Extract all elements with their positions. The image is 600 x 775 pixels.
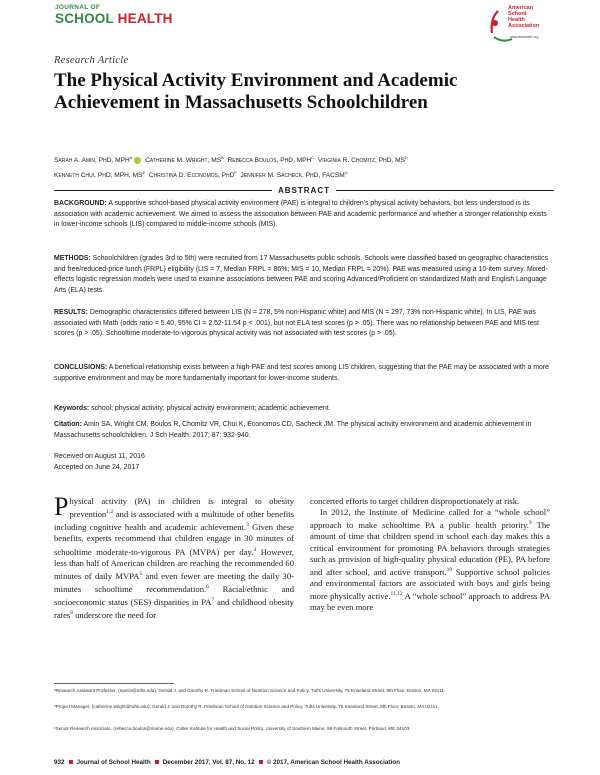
body-column-right: [310, 496, 550, 614]
author-affiliation: b: [221, 155, 224, 161]
author-name: Rebecca Boulos, PhD, MPH: [227, 157, 312, 165]
methods-text: Schoolchildren (grades 3rd to 5th) were recruited from 17 Massachusetts public schools. Schools were classified based on geographic characteristics and free/reduced-price lunch (FRPL) eligibility (LIS = 7, Median FRPL = 86%; MIS = 10, Median FRPL = 20%). PAE was measured using a 10-item survey. Mixed-effects logistic regression models were used to examine associations between PAE and scoring Advanced/Proficient on standardized Math and English Language Arts (ELA) tests.: [54, 255, 549, 294]
asha-line3: Health: [508, 17, 525, 23]
body-text: Given these benefits, experts recommend that children engage in 30 minutes of schooltime moderate-to-vigorous PA (MVPA) per day.: [54, 522, 294, 557]
accepted-date: Accepted on June 24, 2017: [54, 464, 140, 471]
abstract-results: [54, 308, 550, 340]
author-affiliation: g: [344, 170, 348, 177]
abstract-background: [54, 199, 550, 231]
body-text: The amount of time that children spend in school each day makes this a critical environment for promoting PA behaviors through strategies such as provision of high-quality physical education (PE), PA before and after school, and active transport.: [310, 520, 550, 577]
citation-ref[interactable]: 7: [211, 596, 215, 603]
author-name: Kenneth Chui, PhD, MPH, MS: [54, 172, 143, 180]
author-affiliation: d: [405, 155, 408, 161]
author-name: Virginia R. Chomitz, PhD, MS: [317, 157, 406, 165]
footer-journal: Journal of School Health: [76, 759, 151, 766]
background-text: A supportive school-based physical activity environment (PAE) is integral to children's physical activity behaviors, but less understood is its association with academic achievement. We aimed to assess the association between PAE and academic performance and whether a stronger relationship exists in lower-income schools (LIS) compared to middle-income schools (MIS).: [54, 200, 547, 228]
asha-line4: Association: [508, 23, 540, 29]
keywords-label: Keywords:: [54, 405, 90, 412]
citation-ref[interactable]: 9: [528, 520, 532, 527]
abstract-conclusions: [54, 363, 550, 384]
page-number: 932: [54, 759, 65, 766]
author-affiliation: c: [311, 155, 315, 161]
footer-copyright: © 2017, American School Health Association: [266, 759, 400, 766]
results-label: RESULTS:: [54, 309, 88, 316]
body-text: and childhood obesity rates: [54, 596, 294, 620]
citation-ref[interactable]: 8: [70, 609, 73, 616]
body-text: and is associated with a multitude of other benefits including cognitive health and academic achievement.: [54, 509, 294, 533]
journal-logo-word1: SCHOOL: [55, 11, 114, 26]
author-name: Jennifer M. Sacheck, PhD, FACSM: [240, 172, 345, 180]
methods-label: METHODS:: [54, 255, 91, 262]
author-list: [54, 152, 554, 182]
body-text: hysical activity (PA) in children is integral to obesity prevention: [69, 496, 294, 520]
page-footer: [54, 759, 554, 766]
footer-separator-icon: [69, 760, 73, 764]
author-affiliation: f: [234, 170, 237, 177]
body-paragraph: [310, 507, 550, 613]
body-text: Supportive school policies and environmental factors are associated with boys and girls being more physically active.: [310, 566, 550, 602]
abstract-heading-text: ABSTRACT: [272, 186, 336, 195]
journal-logo-small: JOURNAL OF: [55, 4, 101, 11]
citation-ref[interactable]: 10: [446, 567, 453, 574]
conclusions-text: A beneficial relationship exists between a high-PAE and test scores among LIS children, suggesting that the PAE may be associated with a more supportive environment and may be more fundamentally important for lower-income students.: [54, 364, 549, 382]
citation: [54, 420, 550, 441]
citation-label: Citation:: [54, 421, 82, 428]
author-name: Christina D. Economos, PhD: [148, 172, 235, 180]
received-date: Received on August 11, 2016: [54, 453, 145, 460]
body-paragraph: concerted efforts to target children disproportionately at risk.: [310, 496, 520, 506]
author-name: Sarah A. Amin, PhD, MPH: [54, 157, 130, 165]
citation-ref[interactable]: 5: [139, 570, 143, 577]
asha-line1: American: [508, 5, 534, 11]
results-text: Demographic characteristics differed between LIS (N = 278, 5% non-Hispanic white) and MIS (N = 297, 73% non-Hispanic white). In LIS, PAE was associated with Math (odds ratio = 5.40, 95% CI = 2.52-11.54 p < .001), but not ELA test scores (p > .05). There was no relationship between PAE and MIS test scores (p > .05). Schooltime moderate-to-vigorous physical activity was not associated with test scores (p > .05).: [54, 309, 539, 337]
footnote-rule: [54, 683, 174, 684]
abstract-methods: [54, 254, 550, 296]
author-line-1: [54, 152, 554, 167]
citation-ref[interactable]: 1,2: [106, 509, 114, 516]
footnote-c: ᶜSenior Research Associate, (rebecca.boulos@maine.edu), Cutler Institute for Health and Social Policy, University of Southern Maine, 96 Falmouth Street, Portland, ME 04103.: [54, 726, 411, 731]
conclusions-label: CONCLUSIONS:: [54, 364, 108, 371]
body-column-left: [54, 492, 295, 621]
journal-logo-word2: HEALTH: [117, 11, 173, 26]
journal-logo-main: [55, 11, 173, 26]
author-name: Catherine M. Wright, MS: [145, 157, 222, 165]
keywords-text: school; physical activity; physical activity environment; academic achievement.: [91, 405, 331, 412]
drop-cap: P: [54, 492, 69, 521]
body-text: Racial/ethnic and socioeconomic status (SES) disparities in PA: [54, 583, 294, 607]
footer-issue: December 2017, Vol. 87, No. 12: [162, 759, 255, 766]
article-title: The Physical Activity Environment and Academic Achievement in Massachusetts Schoolchildren: [54, 70, 458, 113]
author-affiliation: a: [129, 155, 133, 161]
citation-text: Amin SA, Wright CM, Boulos R, Chomitz VR, Chui K, Economos CD, Sacheck JM. The physical activity environment and academic achievement in Massachusetts schoolchildren. J Sch Health. 2017; 87: 932-940.: [54, 421, 532, 439]
body-text: In 2012, the Institute of Medicine called for a “whole school” approach to make schooltime PA a public health priority.: [310, 507, 550, 531]
abstract-heading: [54, 186, 554, 196]
abstract-heading-bar: [54, 186, 554, 196]
orcid-icon[interactable]: [134, 157, 141, 164]
footer-separator-icon: [259, 760, 263, 764]
section-label: Research Article: [54, 55, 129, 66]
citation-ref[interactable]: 3: [246, 522, 249, 529]
keywords: [54, 404, 550, 415]
citation-ref[interactable]: 11,12: [390, 591, 403, 598]
body-text: A “whole school” approach to address PA may be even more: [310, 591, 550, 613]
body-text: underscore the need for: [72, 609, 157, 620]
asha-url[interactable]: www.ashaweb.org: [510, 35, 539, 39]
footer-separator-icon: [155, 760, 159, 764]
footnote-b: ᵇProject Manager, (catherine.wright@tufts.edu), Gerald J. and Dorothy R. Friedman School of Nutrition Science and Policy, Tufts University, 75 Kneeland Street, 8th Floor, Boston, MA 02111.: [54, 704, 439, 709]
asha-logo-text: [508, 5, 539, 29]
author-line-2: [54, 167, 554, 182]
background-label: BACKGROUND:: [54, 200, 107, 207]
citation-ref[interactable]: 6: [206, 583, 209, 590]
author-affiliation: e: [142, 170, 146, 177]
citation-ref[interactable]: 4: [253, 546, 257, 553]
asha-line2: School: [508, 11, 527, 17]
footnote-a: ᵃResearch Assistant Professor, (samin@tufts.edu), Gerald J. and Dorothy R. Friedman School of Nutrition Science and Policy, Tufts University, 75 Kneeland Street, 8th Floor, Boston, MA 02111.: [54, 688, 446, 693]
body-text: and even fewer are meeting the daily 30-minutes schooltime recommendation.: [54, 570, 295, 594]
journal-logo: [55, 4, 173, 26]
body-text: However, less than half of American children are reaching the recommended 60 minutes of daily MVPA: [54, 546, 294, 581]
